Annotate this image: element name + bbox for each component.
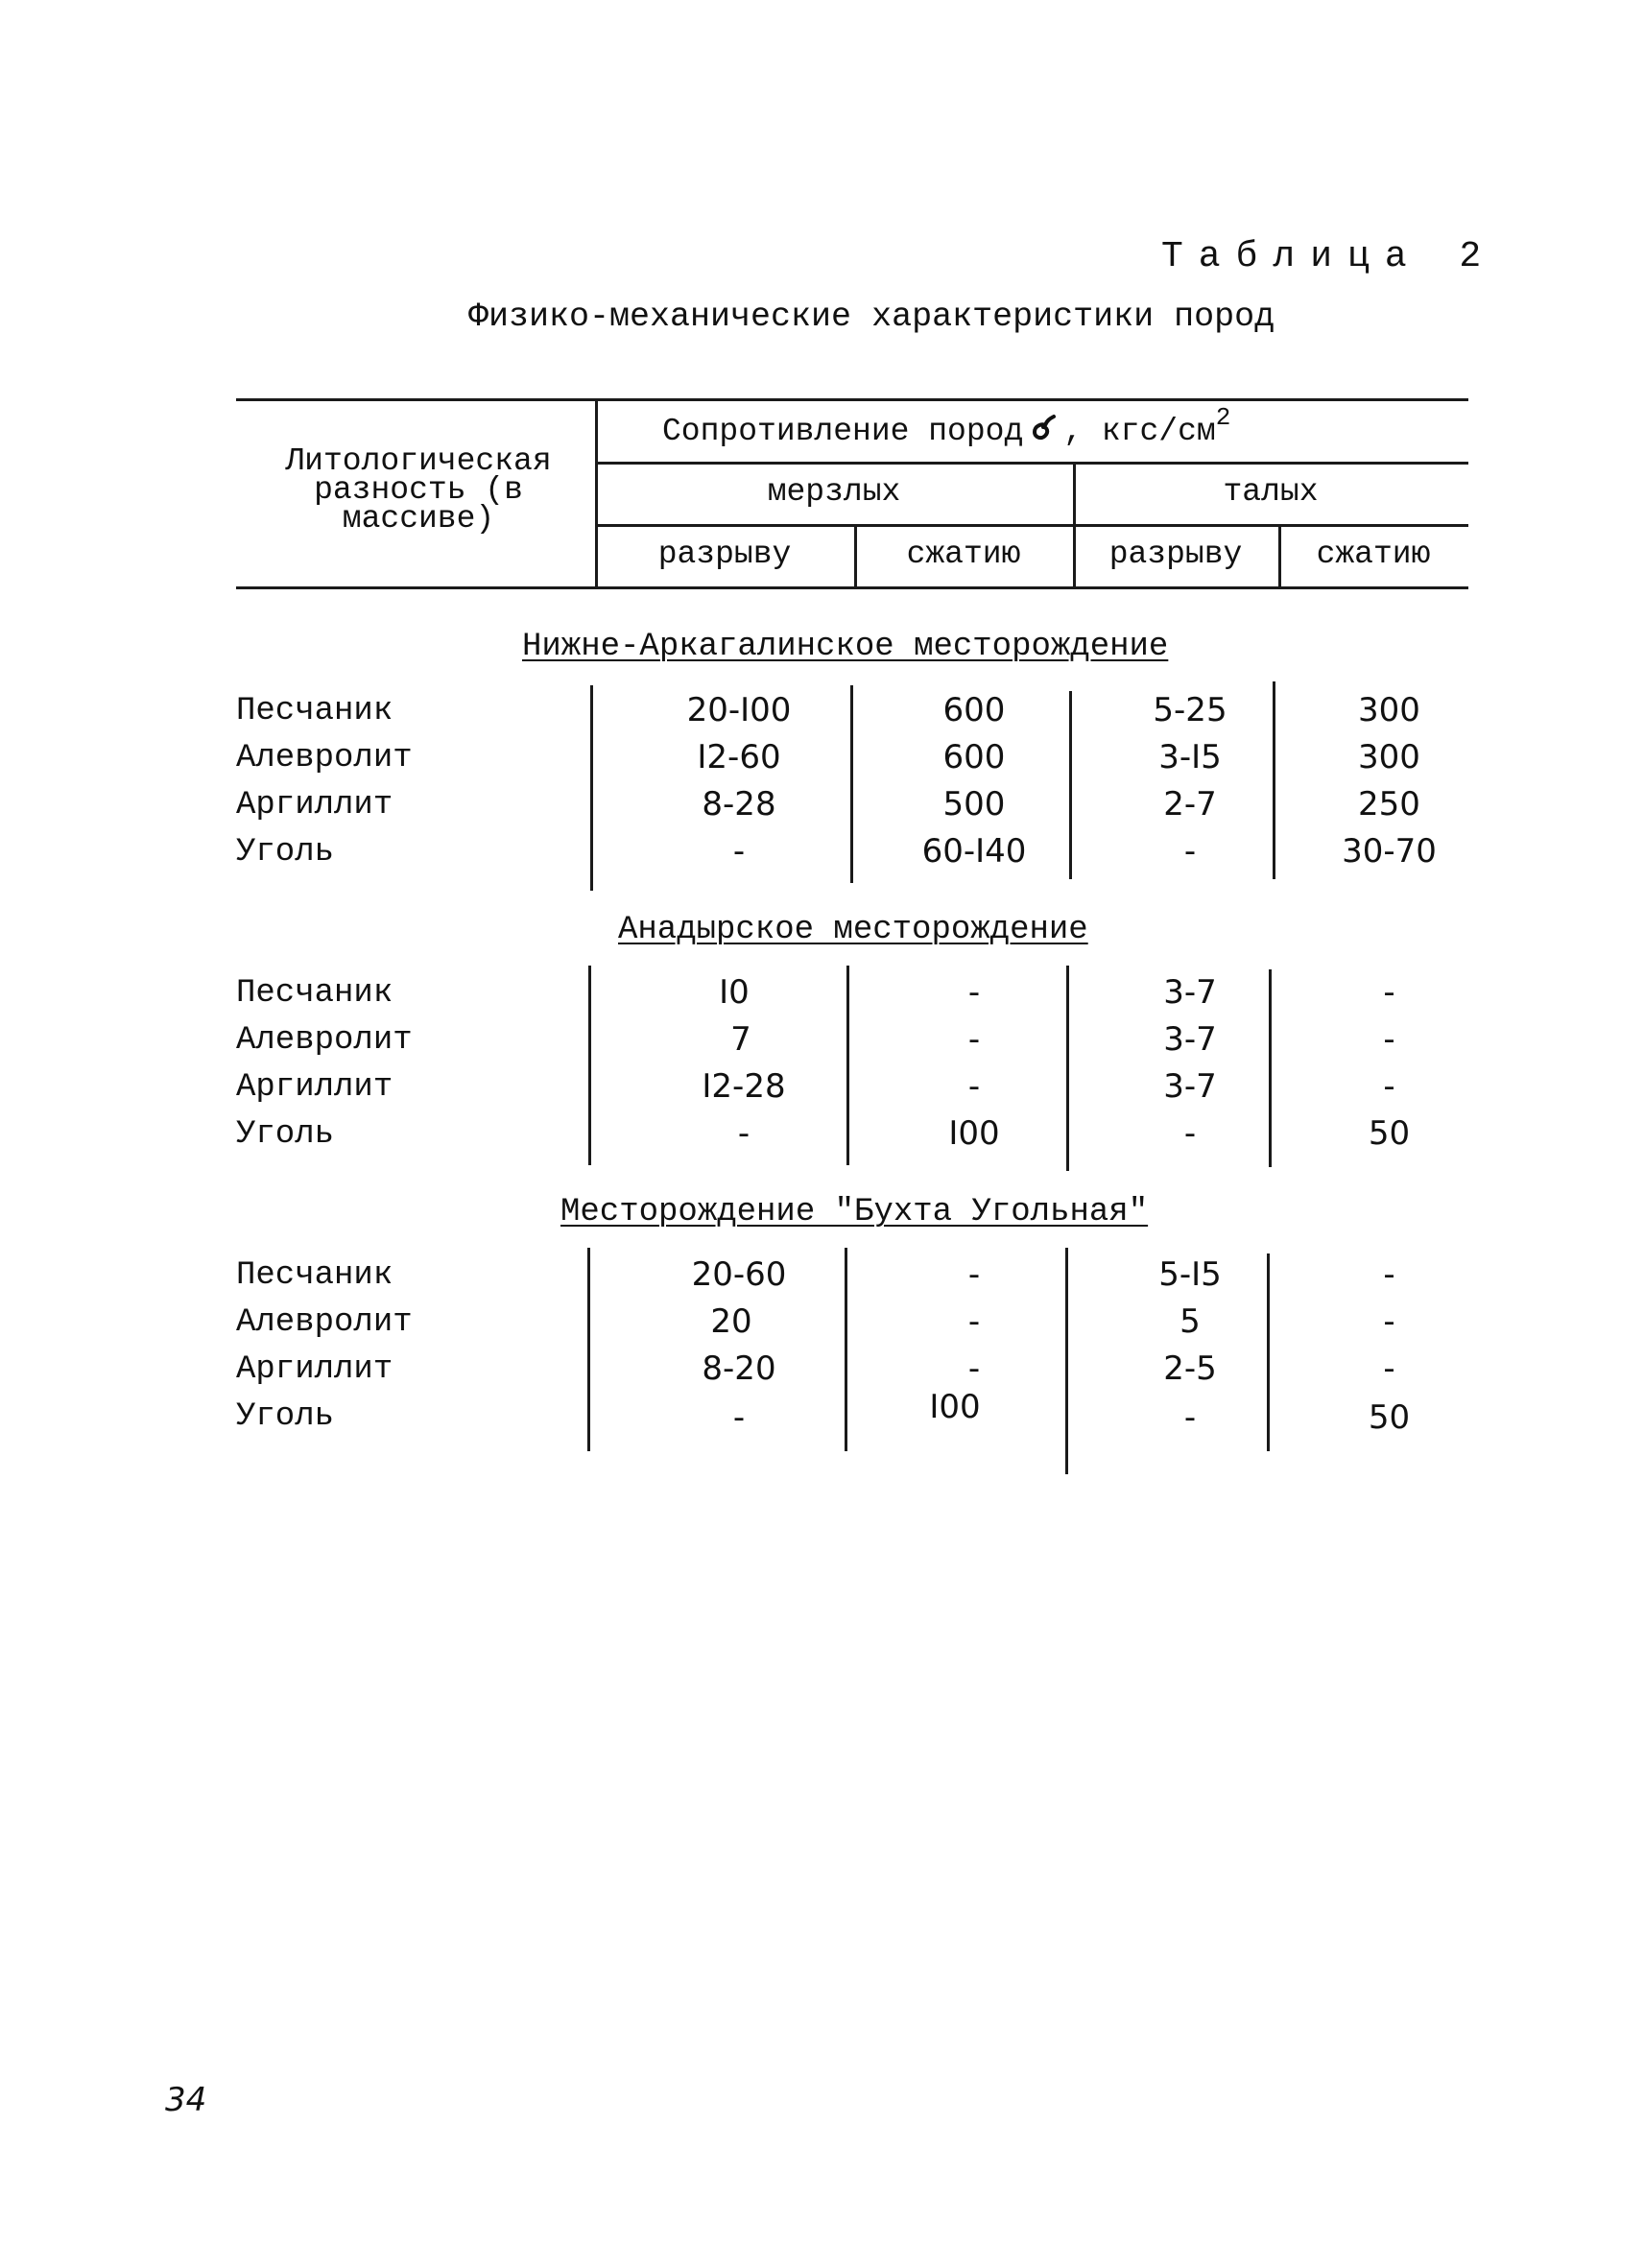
value-frozen-compression: - bbox=[967, 1302, 981, 1341]
section-title: Анадырское месторождение bbox=[618, 912, 1088, 948]
header-resistance bbox=[662, 403, 1231, 449]
value-frozen-compression: 600 bbox=[942, 738, 1006, 776]
value-frozen-compression: I00 bbox=[929, 1388, 981, 1426]
header-rule-resistance bbox=[595, 462, 1468, 465]
header-frozen-compression: сжатию bbox=[906, 537, 1021, 572]
row-label: Аргиллит bbox=[236, 787, 393, 824]
row-label: Аргиллит bbox=[236, 1069, 393, 1106]
value-thawed-tension: 3-7 bbox=[1163, 1067, 1217, 1106]
row-label: Аргиллит bbox=[236, 1351, 393, 1388]
resistance-power: 2 bbox=[1215, 403, 1231, 432]
header-rule-state bbox=[595, 524, 1468, 527]
row-label: Уголь bbox=[236, 1116, 335, 1153]
header-frozen-tension: разрыву bbox=[657, 537, 792, 572]
row-label: Песчаник bbox=[236, 975, 393, 1012]
value-frozen-compression: I00 bbox=[948, 1114, 1000, 1153]
value-frozen-tension: I2-28 bbox=[702, 1067, 786, 1106]
value-frozen-tension: - bbox=[732, 832, 746, 871]
sigma-icon bbox=[1029, 413, 1058, 442]
value-thawed-compression: 30-70 bbox=[1342, 832, 1437, 871]
row-label: Уголь bbox=[236, 1398, 335, 1435]
value-thawed-tension: 2-7 bbox=[1163, 785, 1217, 824]
value-thawed-tension: 3-I5 bbox=[1158, 738, 1222, 776]
value-frozen-tension: I2-60 bbox=[697, 738, 781, 776]
row-label: Песчаник bbox=[236, 693, 393, 729]
row-label: Алевролит bbox=[236, 1304, 413, 1341]
section-title: Нижне-Аркагалинское месторождение bbox=[522, 629, 1169, 665]
value-frozen-compression: - bbox=[967, 1067, 981, 1106]
header-frozen: мерзлых bbox=[767, 474, 901, 510]
value-thawed-compression: 50 bbox=[1368, 1398, 1411, 1437]
value-frozen-compression: - bbox=[967, 1255, 981, 1294]
value-frozen-tension: 7 bbox=[730, 1020, 751, 1059]
value-thawed-compression: - bbox=[1383, 1255, 1395, 1294]
value-thawed-tension: 3-7 bbox=[1163, 1020, 1217, 1059]
value-thawed-tension: 3-7 bbox=[1163, 973, 1217, 1012]
header-lithology: Литологическая разность (в массиве) bbox=[285, 443, 552, 537]
value-frozen-compression: 60-I40 bbox=[921, 832, 1027, 871]
resistance-prefix: Сопротивление пород bbox=[662, 414, 1024, 449]
value-thawed-tension: 5 bbox=[1179, 1302, 1201, 1341]
page-number: 34 bbox=[165, 2081, 207, 2119]
value-frozen-compression: 600 bbox=[942, 691, 1006, 729]
resistance-units: , кгс/см bbox=[1063, 414, 1216, 449]
value-frozen-tension: 20-60 bbox=[691, 1255, 787, 1294]
value-frozen-tension: 20 bbox=[710, 1302, 752, 1341]
value-thawed-tension: 5-I5 bbox=[1158, 1255, 1222, 1294]
value-frozen-tension: I0 bbox=[719, 973, 750, 1012]
value-thawed-tension: 5-25 bbox=[1153, 691, 1227, 729]
row-label: Алевролит bbox=[236, 1022, 413, 1059]
value-thawed-tension: - bbox=[1183, 1114, 1197, 1153]
header-thawed-tension: разрыву bbox=[1108, 537, 1243, 572]
value-thawed-compression: - bbox=[1383, 1020, 1395, 1059]
value-thawed-compression: 300 bbox=[1358, 738, 1420, 776]
value-thawed-compression: 300 bbox=[1358, 691, 1420, 729]
header-thawed: талых bbox=[1223, 474, 1319, 510]
column-divider bbox=[590, 685, 593, 891]
column-divider bbox=[587, 1248, 590, 1451]
section-title: Месторождение "Бухта Угольная" bbox=[560, 1194, 1149, 1230]
value-thawed-compression: - bbox=[1383, 1067, 1395, 1106]
column-divider bbox=[588, 966, 591, 1165]
value-frozen-tension: 8-20 bbox=[702, 1349, 776, 1388]
value-frozen-compression: - bbox=[967, 973, 981, 1012]
table-title: Физико-механические характеристики пород bbox=[468, 298, 1275, 336]
value-thawed-compression: 250 bbox=[1358, 785, 1420, 824]
table-label: Таблица 2 bbox=[1161, 236, 1497, 277]
header-bottom-rule bbox=[236, 586, 1468, 589]
row-label: Песчаник bbox=[236, 1257, 393, 1294]
value-thawed-compression: - bbox=[1383, 1349, 1395, 1388]
row-label: Уголь bbox=[236, 834, 335, 871]
value-frozen-compression: - bbox=[967, 1349, 981, 1388]
header-top-rule bbox=[236, 398, 1468, 401]
value-thawed-tension: - bbox=[1183, 1398, 1197, 1437]
value-thawed-compression: - bbox=[1383, 1302, 1395, 1341]
value-frozen-tension: - bbox=[732, 1398, 746, 1437]
row-label: Алевролит bbox=[236, 740, 413, 776]
value-thawed-tension: 2-5 bbox=[1163, 1349, 1217, 1388]
value-frozen-tension: 20-I00 bbox=[686, 691, 792, 729]
value-frozen-tension: - bbox=[737, 1114, 751, 1153]
value-frozen-tension: 8-28 bbox=[702, 785, 776, 824]
header-thawed-compression: сжатию bbox=[1316, 537, 1431, 572]
value-thawed-compression: 50 bbox=[1368, 1114, 1411, 1153]
value-thawed-tension: - bbox=[1183, 832, 1197, 871]
value-frozen-compression: - bbox=[967, 1020, 981, 1059]
value-thawed-compression: - bbox=[1383, 973, 1395, 1012]
value-frozen-compression: 500 bbox=[942, 785, 1006, 824]
